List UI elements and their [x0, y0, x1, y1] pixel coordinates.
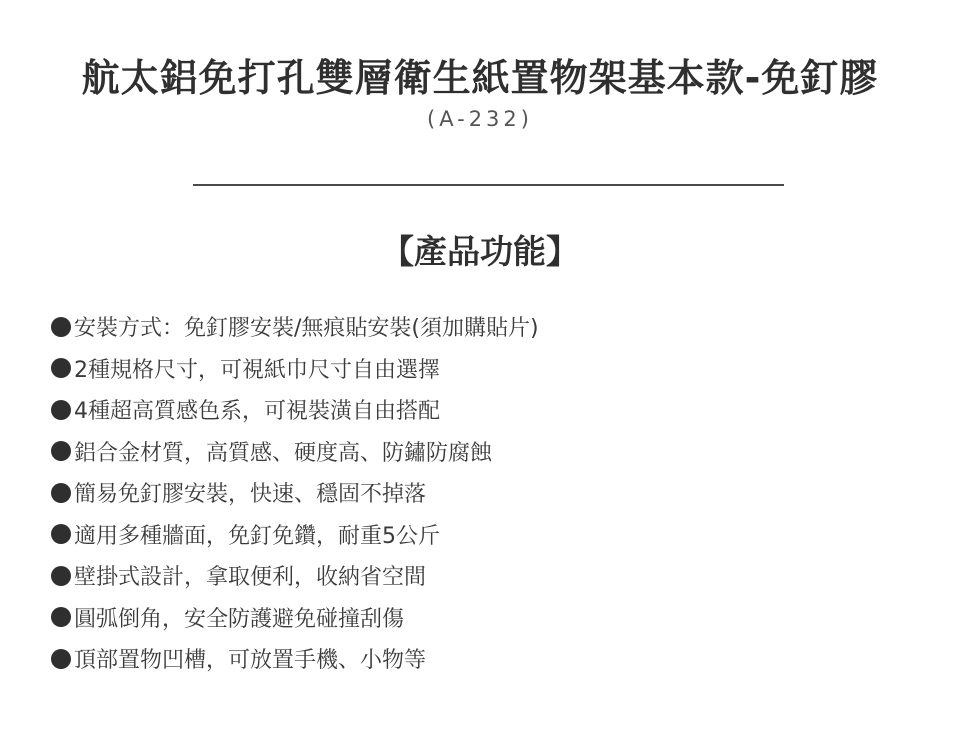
- section-heading: 【產品功能】: [381, 232, 579, 271]
- feature-text: 頂部置物凹槽，可放置手機、小物等: [74, 648, 427, 674]
- bullet-icon: [51, 649, 71, 669]
- feature-item: [51, 597, 539, 639]
- bullet-icon: [51, 400, 71, 420]
- bullet-icon: [51, 566, 71, 586]
- bullet-icon: [51, 607, 71, 627]
- feature-item: [51, 389, 539, 431]
- feature-item: [51, 472, 539, 514]
- feature-text: 適用多種牆面，免釘免鑽，耐重5公斤: [74, 523, 440, 549]
- feature-item: [51, 555, 539, 597]
- bullet-icon: [51, 524, 71, 544]
- bullet-icon: [51, 483, 71, 503]
- feature-text: 圓弧倒角，安全防護避免碰撞刮傷: [74, 606, 405, 632]
- feature-item: [51, 306, 539, 348]
- product-title: 航太鋁免打孔雙層衛生紙置物架基本款-免釘膠: [81, 56, 879, 100]
- feature-item: [51, 348, 539, 390]
- feature-text: 壁掛式設計，拿取便利，收納省空間: [74, 565, 427, 591]
- divider: [193, 184, 784, 186]
- feature-item: [51, 431, 539, 473]
- bullet-icon: [51, 441, 71, 461]
- feature-list: [51, 306, 539, 680]
- feature-text: 4種超高質感色系，可視裝潢自由搭配: [74, 399, 440, 425]
- feature-item: [51, 638, 539, 680]
- feature-item: [51, 514, 539, 556]
- bullet-icon: [51, 317, 71, 337]
- feature-text: 簡易免釘膠安裝，快速、穩固不掉落: [74, 482, 427, 508]
- feature-text: 鋁合金材質，高質感、硬度高、防鏽防腐蝕: [74, 440, 493, 466]
- feature-text: 安裝方式：免釘膠安裝/無痕貼安裝(須加購貼片): [74, 316, 539, 342]
- feature-text: 2種規格尺寸，可視紙巾尺寸自由選擇: [74, 357, 440, 383]
- bullet-icon: [51, 358, 71, 378]
- product-code: (A-232): [427, 107, 533, 131]
